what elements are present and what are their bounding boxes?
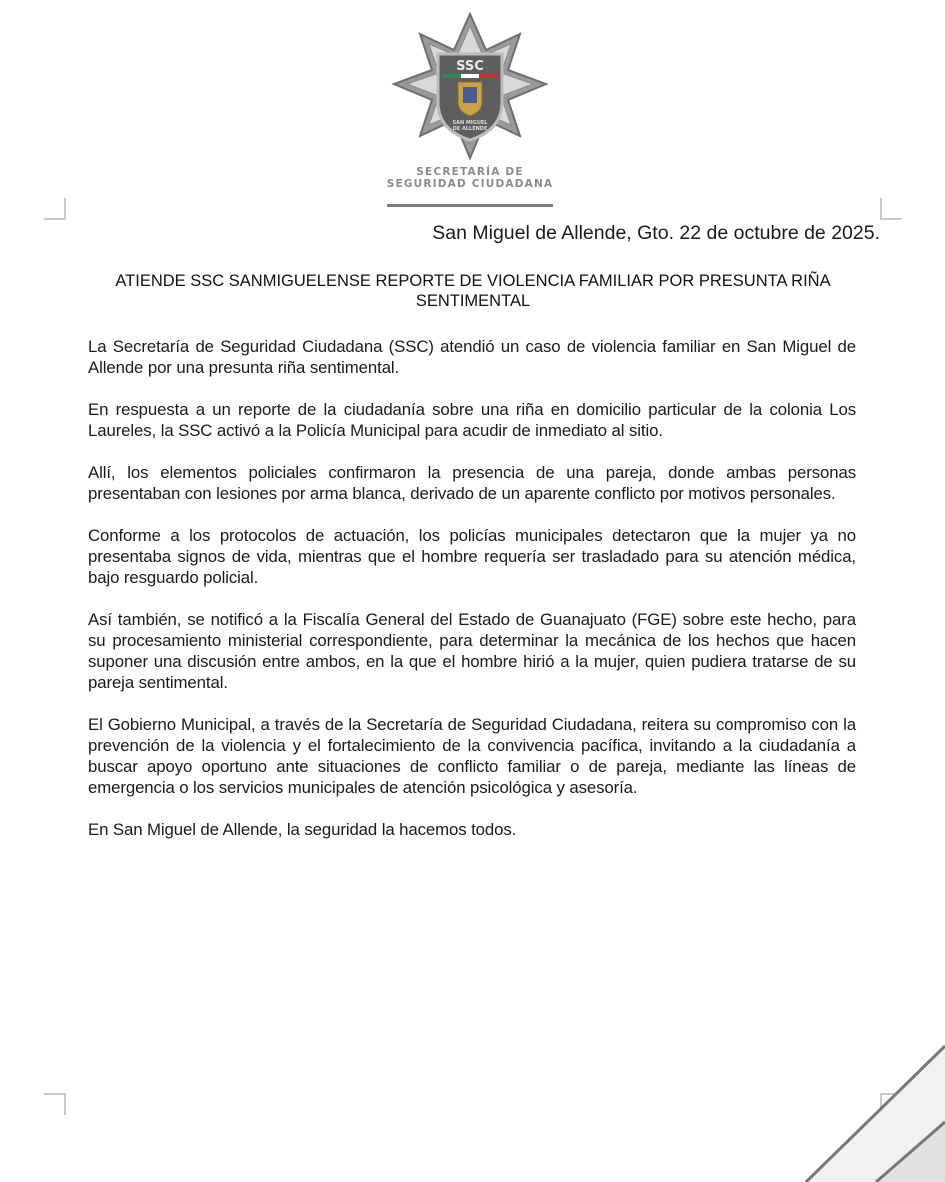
svg-text:DE ALLENDE: DE ALLENDE <box>452 126 488 132</box>
dateline: San Miguel de Allende, Gto. 22 de octubre de 2025. <box>432 222 880 244</box>
crop-mark-bottom-left <box>44 1093 66 1115</box>
crop-mark-top-right <box>880 198 902 220</box>
organization-name <box>360 166 580 190</box>
org-name-line-1: SECRETARÍA DE <box>416 166 524 178</box>
paragraph: Allí, los elementos policiales confirmaron la presencia de una pareja, donde ambas personas presentaban con lesiones por arma blanca, derivado de un aparente conflicto por motivos personales. <box>88 463 856 503</box>
ssc-logo <box>360 8 580 208</box>
svg-text:SAN MIGUEL: SAN MIGUEL <box>452 120 488 126</box>
closing-slogan: En San Miguel de Allende, la seguridad la hacemos todos. <box>88 820 517 839</box>
paragraph: En respuesta a un reporte de la ciudadanía sobre una riña en domicilio particular de la colonia Los Laureles, la SSC activó a la Policía Municipal para acudir de inmediato al sitio. <box>88 400 856 440</box>
paragraph: La Secretaría de Seguridad Ciudadana (SSC) atendió un caso de violencia familiar en San Miguel de Allende por una presunta riña sentimental. <box>88 337 856 377</box>
crop-mark-top-left <box>44 198 66 220</box>
press-release-body <box>88 336 856 861</box>
paragraph: Conforme a los protocolos de actuación, los policías municipales detectaron que la mujer ya no presentaba signos de vida, mientras que el hombre requería ser trasladado para su atención médica, bajo resguardo policial. <box>88 526 856 587</box>
press-release-headline: ATIENDE SSC SANMIGUELENSE REPORTE DE VIOLENCIA FAMILIAR POR PRESUNTA RIÑA SENTIMENTAL <box>115 272 831 310</box>
police-star-badge-icon <box>390 12 550 162</box>
paragraph: El Gobierno Municipal, a través de la Secretaría de Seguridad Ciudadana, reitera su compromiso con la prevención de la violencia y el fortalecimiento de la convivencia pacífica, invitando a la ciudadanía a buscar apoyo oportuno ante situaciones de conflicto familiar o de pareja, mediante las líneas de emergencia o los servicios municipales de atención psicológica y asesoría. <box>88 715 856 797</box>
badge-ssc-text: SSC <box>456 59 484 74</box>
org-name-line-2: SEGURIDAD CIUDADANA <box>386 178 554 190</box>
paragraph: Así también, se notificó a la Fiscalía General del Estado de Guanajuato (FGE) sobre este hecho, para su procesamiento ministerial correspondiente, para determinar la mecánica de los hechos que hacen suponer una discusión entre ambos, en la que el hombre hirió a la mujer, quien pudiera tratarse de su pareja sentimental. <box>88 610 856 692</box>
header-divider <box>387 204 553 207</box>
corner-stripe-decoration <box>780 1030 945 1182</box>
